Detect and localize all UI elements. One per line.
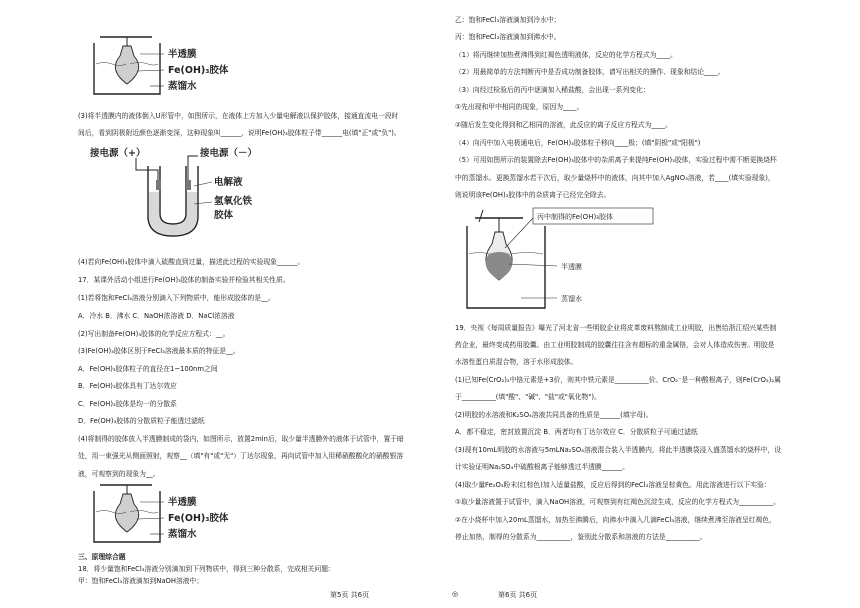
label-membrane-2: 半透膜	[168, 497, 197, 508]
label-bing-colloid: 丙中制得的Fe(OH)₃胶体	[537, 213, 613, 221]
label-colloid: Fe(OH)₃胶体	[168, 65, 229, 76]
label-colloid-2: 胶体	[214, 210, 234, 221]
q17-option-b: B．Fe(OH)₃胶体具有丁达尔效应	[78, 382, 177, 390]
label-colloid-3: Fe(OH)₃胶体	[168, 513, 229, 524]
q17-part1: (1)若将饱和FeCl₃溶液分别滴入下列物质中，能形成胶体的是__。	[78, 294, 275, 302]
label-water-3: 蒸馏水	[561, 295, 582, 303]
q19-line-3: 水溶性蛋白质混合物，溶于水形成胶体。	[455, 358, 578, 366]
q17-part4-line2: 处，用一束强光从侧面照射，观察__（填"有"或"无"）丁达尔现象，再向试管中加入用稀硝酸酸化的硝酸银溶	[78, 452, 404, 460]
label-membrane: 半透膜	[168, 49, 197, 60]
right-column	[455, 0, 800, 590]
q18-intro: 18．将少量饱和FeCl₃溶液分别滴加到下列物质中，得到三种分散系，完成相关问题:	[78, 565, 331, 573]
q18-part5-line1: （5）可用如图所示的装置除去Fe(OH)₃胶体中的杂质离子来提纯Fe(OH)₃胶体，实验过程中需不断更换烧杯	[455, 156, 777, 164]
q18-bing: 丙：饱和FeCl₃溶液滴加到沸水中。	[455, 33, 561, 41]
figure-dialysis-beaker	[461, 204, 661, 314]
q19-part4-1: ①取少量溶液置于试管中，滴入NaOH溶液，可观察到有红褐色沉淀生成，反应的化学方程式为__________。	[455, 498, 780, 506]
q17-option-d: D．Fe(OH)₃胶体的分散质粒子能透过滤纸	[78, 417, 205, 425]
q17-part4-line1: (4)将制得的胶体放入半透膜制成的袋内，如图所示，放置2min后，取少量半透膜外的液体于试管中，置于暗	[78, 435, 404, 443]
q3-line-2: 间后，看到阴极附近颜色逐渐变深，这种现象叫______，说明Fe(OH)₃胶体粒子带______电(填"正"或"负")。	[78, 129, 401, 137]
q18-part3-2: ②随后发生变化得到和乙相同的溶液，此反应的离子反应方程式为____。	[455, 121, 672, 129]
q19-part4: (4)取少量Fe₂O₃粉末(红棕色)加入适量盐酸，反应后得到的FeCl₃溶液呈棕黄色。用此溶液进行以下实验：	[455, 481, 771, 489]
q18-part5-line3: 则说明该Fe(OH)₃胶体中的杂质离子已经完全除去。	[455, 191, 611, 199]
q19-part1-line1: (1)已知Fe(CrO₂)₂中铬元素是+3价，则其中铁元素是__________价。CrO₂⁻是一种酸根离子，则Fe(CrO₂)₂属	[455, 376, 781, 384]
q18-part3-1: ①先出现和甲中相同的现象，原因为____。	[455, 103, 584, 111]
q18-part5-line2: 中的蒸馏水。更换蒸馏水若干次后，取少量烧杯中的液体，向其中加入AgNO₃溶液，若____(填实验现象)，	[455, 174, 775, 182]
q19-part3-line2: 计实验证明Na₂SO₄中硫酸根离子能够透过半透膜______。	[455, 463, 629, 471]
q19-line-2: 药企业，最终变成药用胶囊。由工业明胶制成的胶囊往往含有超标的重金属铬，会对人体造成伤害。明胶是	[455, 341, 775, 349]
q19-part4-2-line1: ②在小烧杯中加入20mL蒸馏水，加热至沸腾后，向沸水中滴入几滴FeCl₃溶液，继续煮沸至溶液呈红褐色，	[455, 516, 776, 524]
q19-line-1: 19．央视《每周质量报告》曝光了河北省一些明胶企业将皮革废料熬制成工业明胶，出售给浙江绍兴某些制	[455, 324, 777, 332]
page-number-left: 第5页 共6页	[330, 591, 370, 599]
q17-part2: (2)写出制备Fe(OH)₃胶体的化学反应方程式：__。	[78, 330, 230, 338]
label-ferric-hydroxide: 氢氧化铁	[214, 196, 253, 207]
q17-option-c: C．Fe(OH)₃胶体是均一的分散系	[78, 400, 177, 408]
q19-part4-2-line2: 停止加热，制得的分散系为__________，鉴别此分散系和溶液的方法是__________。	[455, 533, 707, 541]
section-heading: 三、原理综合题	[78, 553, 126, 561]
figure-u-tube	[88, 146, 278, 241]
page-divider-mark: ◎	[452, 590, 459, 598]
label-water-2: 蒸馏水	[168, 529, 197, 540]
q17-part3: (3)Fe(OH)₃胶体区别于FeCl₃溶液最本质的特征是__。	[78, 347, 240, 355]
label-plus-electrode: 接电源（+）	[90, 148, 146, 159]
page-number-right: 第6页 共6页	[498, 591, 538, 599]
q4-line: (4)若向Fe(OH)₃胶体中滴入硫酸直到过量，描述此过程的实验现象______。	[78, 258, 305, 266]
q17-part1-options: A．冷水 B．沸水 C．NaOH浓溶液 D．NaCl浓溶液	[78, 312, 235, 320]
label-water: 蒸馏水	[168, 81, 197, 92]
label-electrolyte: 电解液	[214, 177, 243, 188]
q18-part4: （4）向丙中加入电极通电后，Fe(OH)₃胶体粒子移向____极；(填"阴极"或"阳极")	[455, 139, 701, 147]
q19-part2-options: A．都不稳定，密封放置沉淀 B．两者均有丁达尔效应 C．分散质粒子可通过滤纸	[455, 428, 698, 436]
q17-part4-line3: 液，可观察到的现象为__。	[78, 470, 160, 478]
q3-line-1: (3)将半透膜内的液体倒入U形管中，如图所示，在液体上方加入少量电解液以保护胶体，接通直流电一段时	[78, 112, 399, 120]
figure-membrane-beaker-1	[90, 34, 260, 98]
label-membrane-3: 半透膜	[561, 263, 582, 271]
q19-part2: (2)明胶的水溶液和K₂SO₄溶液共同具备的性质是______(填字母)。	[455, 411, 653, 419]
q17-option-a: A．Fe(OH)₃胶体粒子的直径在1~100nm之间	[78, 365, 218, 373]
q18-part2: （2）用最简单的方法判断丙中是否成功制备胶体，请写出相关的操作、现象和结论____。	[455, 68, 725, 76]
figure-membrane-beaker-2	[90, 482, 260, 546]
q18-yi: 乙：饱和FeCl₃溶液滴加到冷水中；	[455, 16, 561, 24]
q18-part1: （1）将丙继续加热煮沸得到红褐色透明液体，反应的化学方程式为____。	[455, 51, 677, 59]
q17-intro: 17．某课外活动小组进行Fe(OH)₃胶体的制备实验并检验其相关性质。	[78, 276, 290, 284]
q19-part1-line2: 于__________(填"酸"、"碱"、"盐"或"氧化物")。	[455, 393, 601, 401]
q19-part3-line1: (3)现有10mL明胶的水溶液与5mLNa₂SO₄溶液混合装入半透膜内，将此半透膜袋浸入盛蒸馏水的烧杯中，设	[455, 446, 782, 454]
q18-jia: 甲：饱和FeCl₃溶液滴加到NaOH溶液中；	[78, 577, 204, 585]
left-column	[78, 0, 423, 590]
label-minus-electrode: 接电源（－）	[200, 148, 258, 159]
q18-part3: （3）向经过检验后的丙中逐滴加入稀盐酸，会出现一系列变化：	[455, 86, 650, 94]
